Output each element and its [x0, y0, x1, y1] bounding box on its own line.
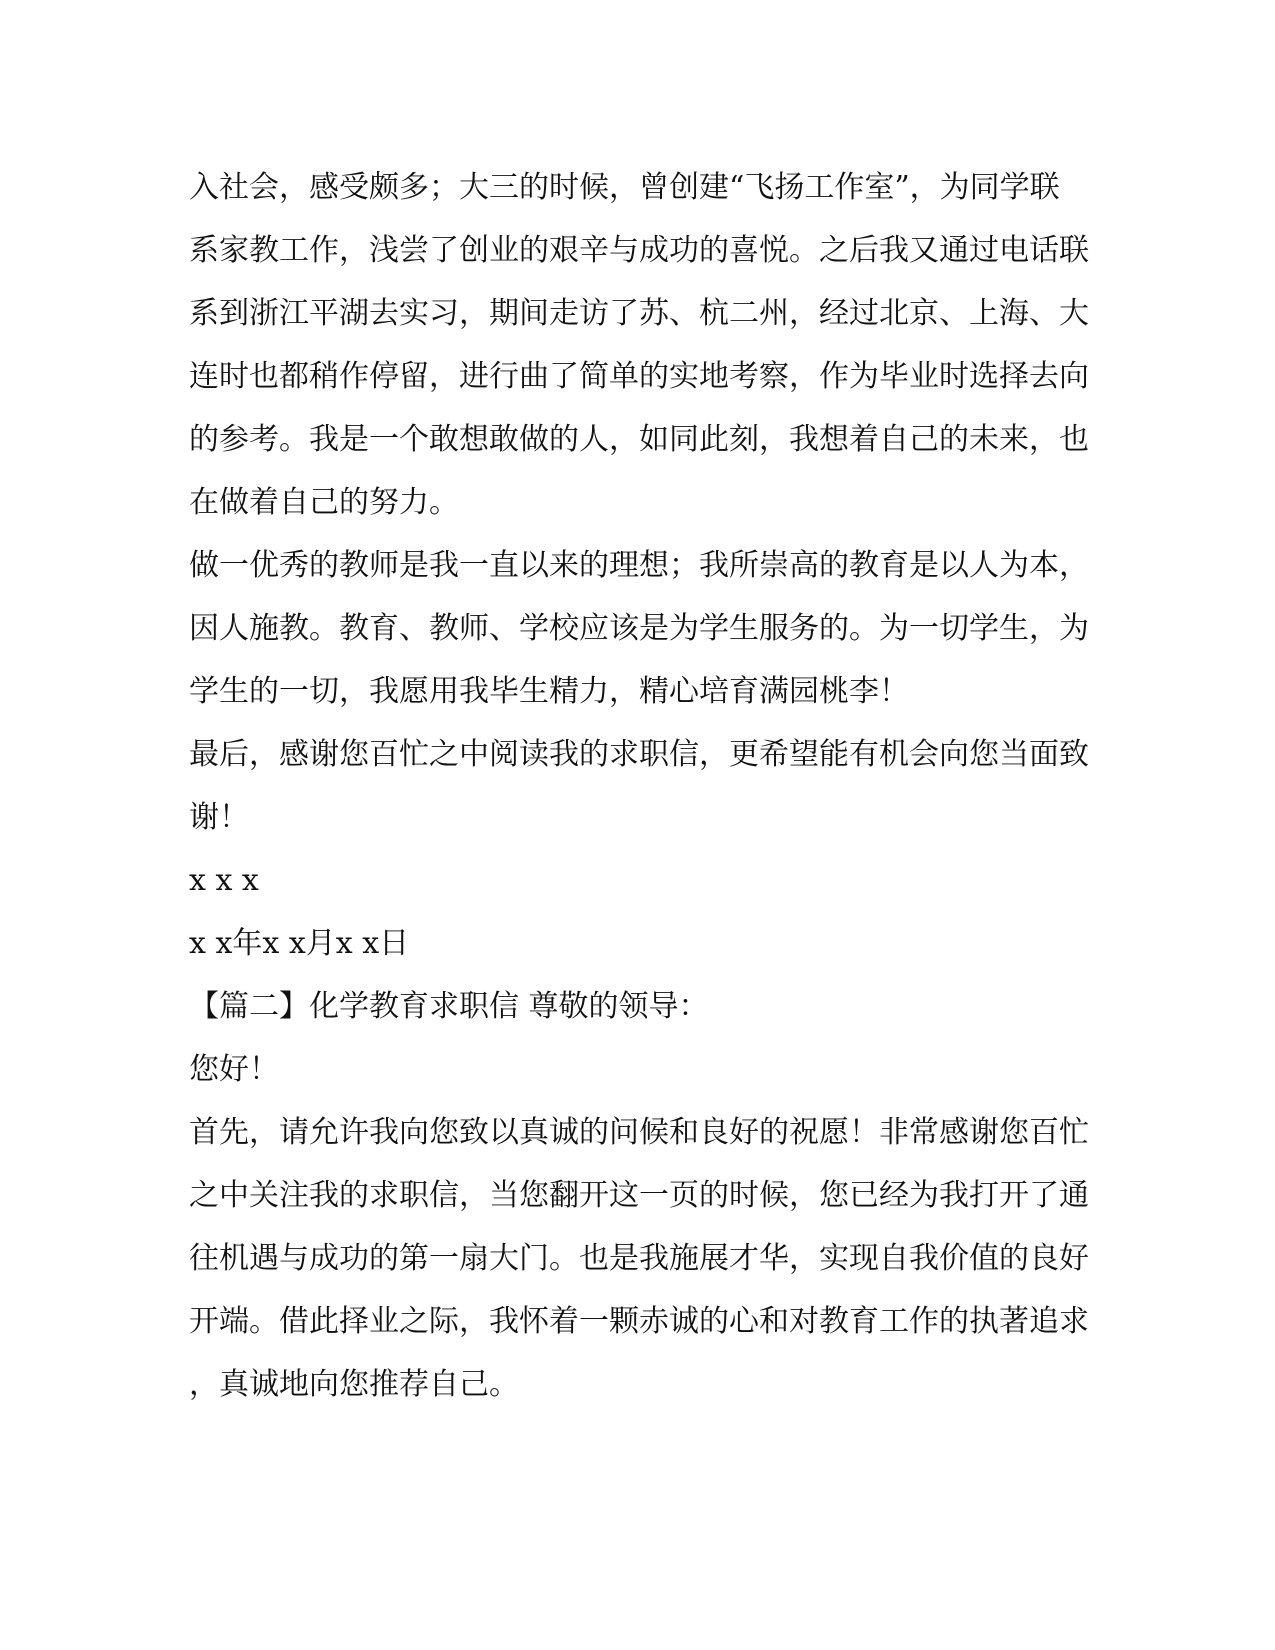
text-line: 连时也都稍作停留，进行曲了简单的实地考察，作为毕业时选择去向 — [189, 359, 1089, 394]
text-line: 入社会，感受颇多；大三的时候，曾创建“飞扬工作室”，为同学联 — [189, 170, 1060, 205]
text-line: 往机遇与成功的第一扇大门。也是我施展才华，实现自我价值的良好 — [189, 1241, 1089, 1276]
signature-date: x x年x x月x x日 — [189, 926, 410, 961]
signature-name: x x x — [189, 863, 259, 898]
text-line: 最后，感谢您百忙之中阅读我的求职信，更希望能有机会向您当面致 — [189, 737, 1089, 772]
text-line: 开端。借此择业之际，我怀着一颗赤诚的心和对教育工作的执著追求 — [189, 1304, 1089, 1339]
text-line: 的参考。我是一个敢想敢做的人，如同此刻，我想着自己的未来，也 — [189, 422, 1089, 457]
text-line: 谢！ — [189, 800, 249, 835]
text-line: 在做着自己的努力。 — [189, 485, 459, 520]
text-line: 学生的一切，我愿用我毕生精力，精心培育满园桃李！ — [189, 674, 909, 709]
text-line: 之中关注我的求职信，当您翻开这一页的时候，您已经为我打开了通 — [189, 1178, 1089, 1213]
text-line: 做一优秀的教师是我一直以来的理想；我所崇高的教育是以人为本， — [189, 548, 1089, 583]
text-line: ，真诚地向您推荐自己。 — [189, 1367, 519, 1402]
text-line: 系到浙江平湖去实习，期间走访了苏、杭二州，经过北京、上海、大 — [189, 296, 1089, 331]
text-line: 系家教工作，浅尝了创业的艰辛与成功的喜悦。之后我又通过电话联 — [189, 233, 1089, 268]
section-heading: 【篇二】化学教育求职信 尊敬的领导： — [189, 989, 709, 1024]
greeting: 您好！ — [189, 1052, 279, 1087]
text-line: 因人施教。教育、教师、学校应该是为学生服务的。为一切学生，为 — [189, 611, 1089, 646]
text-line: 首先，请允许我向您致以真诚的问候和良好的祝愿！非常感谢您百忙 — [189, 1115, 1089, 1150]
